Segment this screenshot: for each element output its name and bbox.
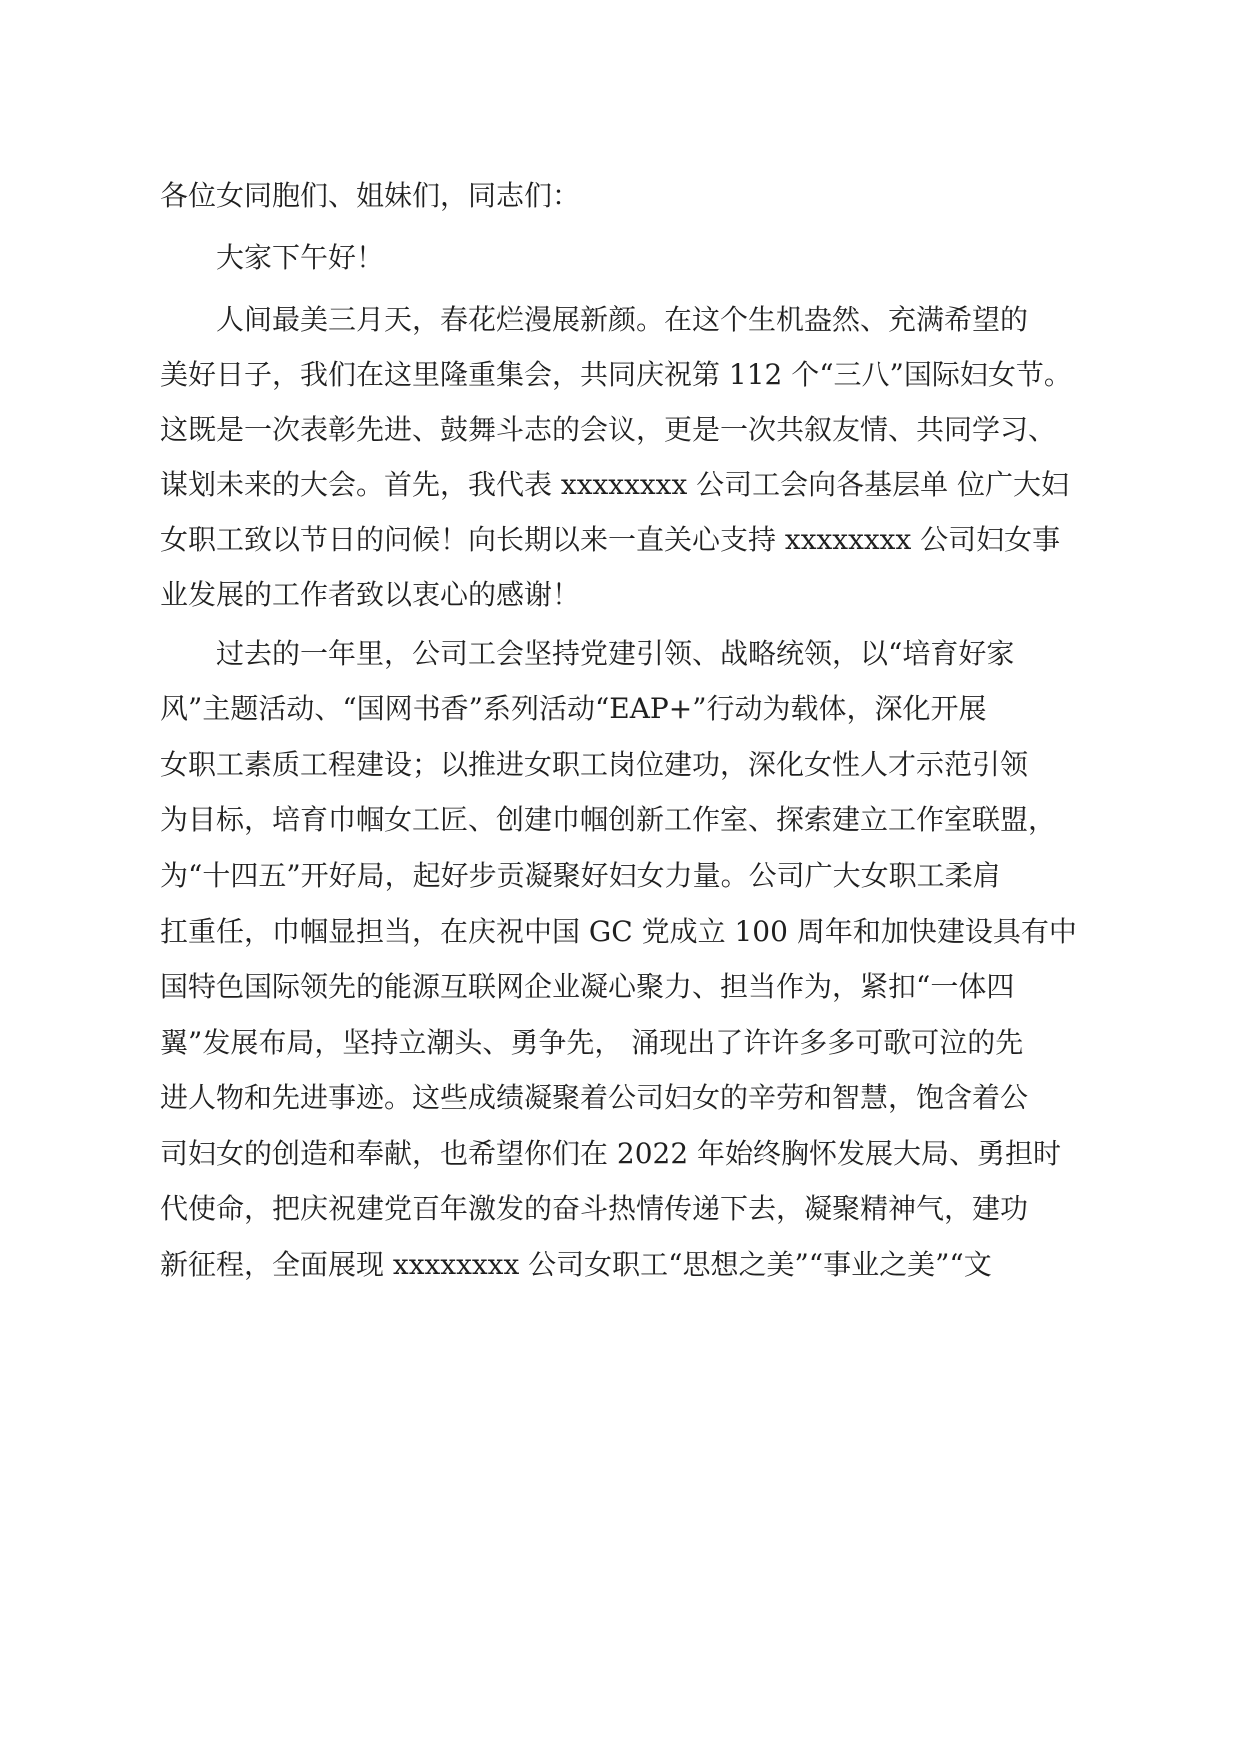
paragraph-line: 风”主题活动、“国网书香”系列活动“EAP+”行动为载体，深化开展 [160,692,987,725]
paragraph-line: 业发展的工作者致以衷心的感谢！ [160,578,581,611]
paragraph-line: 美好日子，我们在这里隆重集会，共同庆祝第 112 个“三八”国际妇女节。 [160,358,1072,391]
paragraph-line: 国特色国际领先的能源互联网企业凝心聚力、担当作为，紧扣“一体四 [160,970,1015,1003]
paragraph-line: 翼”发展布局，坚持立潮头、勇争先， 涌现出了许许多多可歌可泣的先 [160,1026,1024,1059]
paragraph-line: 代使命，把庆祝建党百年激发的奋斗热情传递下去，凝聚精神气，建功 [160,1192,1029,1225]
paragraph-line: 为目标，培育巾帼女工匠、创建巾帼创新工作室、探索建立工作室联盟， [160,803,1057,836]
paragraph-line: 新征程，全面展现 xxxxxxxx 公司女职工“思想之美”“事业之美”“文 [160,1248,992,1281]
paragraph-line: 司妇女的创造和奉献，也希望你们在 2022 年始终胸怀发展大局、勇担时 [160,1137,1062,1170]
paragraph-line: 进人物和先进事迹。这些成绩凝聚着公司妇女的辛劳和智慧，饱含着公 [160,1081,1029,1114]
salutation-line: 各位女同胞们、姐妹们，同志们： [160,179,581,212]
paragraph-line: 女职工致以节日的问候！向长期以来一直关心支持 xxxxxxxx 公司妇女事 [160,523,1061,556]
greeting-line: 大家下午好！ [216,241,385,274]
paragraph-line: 人间最美三月天，春花烂漫展新颜。在这个生机盎然、充满希望的 [216,303,1029,336]
paragraph-line: 过去的一年里，公司工会坚持党建引领、战略统领，以“培育好家 [216,637,1015,670]
paragraph-line: 扛重任，巾帼显担当，在庆祝中国 GC 党成立 100 周年和加快建设具有中 [160,915,1077,948]
paragraph-line: 女职工素质工程建设；以推进女职工岗位建功，深化女性人才示范引领 [160,748,1029,781]
paragraph-line: 谋划未来的大会。首先，我代表 xxxxxxxx 公司工会向各基层单 位广大妇 [160,468,1070,501]
paragraph-line: 为“十四五”开好局，起好步贡凝聚好妇女力量。公司广大女职工柔肩 [160,859,1001,892]
paragraph-line: 这既是一次表彰先进、鼓舞斗志的会议，更是一次共叙友情、共同学习、 [160,413,1057,446]
